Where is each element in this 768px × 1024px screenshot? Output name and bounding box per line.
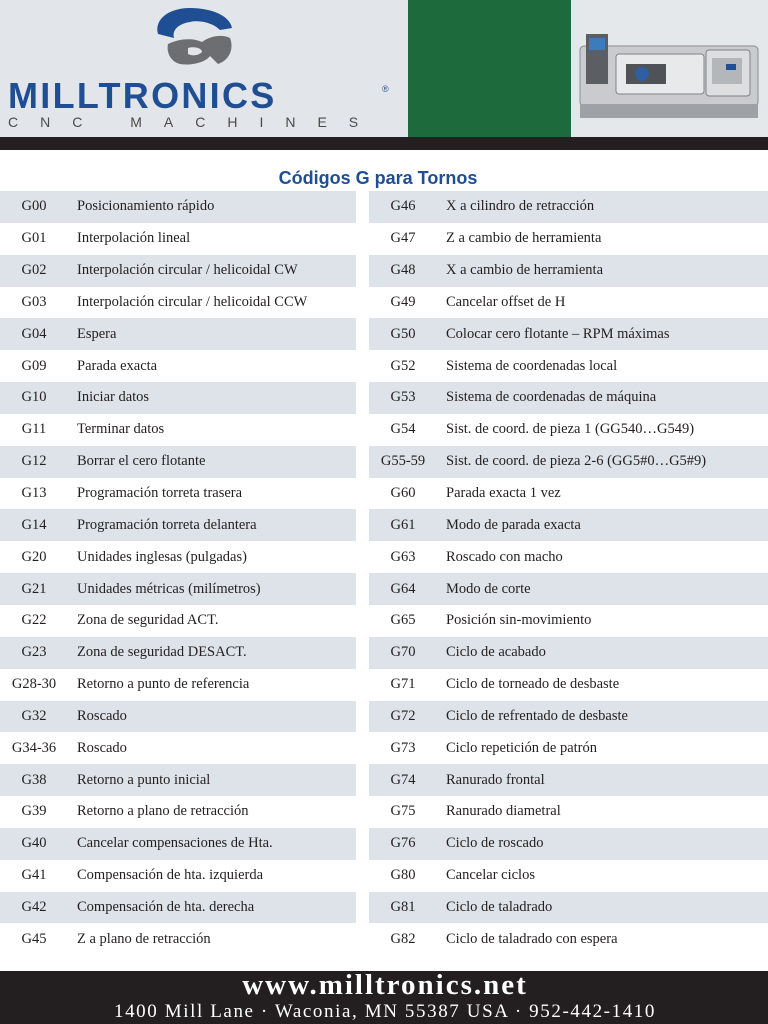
g-code: G14 [21, 516, 47, 533]
g-code: G52 [390, 357, 416, 374]
g-code-description: Roscado con macho [446, 548, 563, 565]
g-code-description: Programación torreta trasera [77, 485, 243, 502]
g-code-description: Ciclo de taladrado [446, 898, 553, 915]
g-code: G61 [390, 516, 416, 533]
g-code: G75 [390, 803, 416, 820]
g-code: G48 [390, 262, 416, 279]
g-code: G23 [21, 644, 47, 661]
g-code-description: Cancelar ciclos [446, 867, 535, 884]
g-code: G65 [390, 612, 416, 629]
g-code-description: Retorno a punto inicial [77, 771, 211, 788]
g-code-description: Sistema de coordenadas de máquina [446, 389, 657, 406]
table-row [369, 764, 768, 796]
table-row [369, 414, 768, 446]
g-code: G80 [390, 867, 416, 884]
table-row [0, 732, 356, 764]
table-row [369, 541, 768, 573]
g-code: G49 [390, 293, 416, 310]
g-code-description: Posición sin-movimiento [446, 612, 592, 629]
g-code-description: Espera [77, 325, 117, 342]
table-row [0, 669, 356, 701]
green-banner-panel [408, 0, 571, 137]
g-code: G04 [21, 325, 47, 342]
g-code: G60 [390, 485, 416, 502]
g-code-description: Compensación de hta. izquierda [77, 867, 264, 884]
table-row [369, 573, 768, 605]
g-codes-table-left [0, 191, 356, 955]
g-code-description: Colocar cero flotante – RPM máximas [446, 325, 670, 342]
g-code: G81 [390, 898, 416, 915]
table-row [369, 382, 768, 414]
table-row [0, 350, 356, 382]
g-code-description: Retorno a punto de referencia [77, 676, 250, 693]
g-code: G40 [21, 835, 47, 852]
table-row [369, 287, 768, 319]
g-code: G28-30 [11, 676, 57, 693]
g-code: G34-36 [11, 739, 57, 756]
table-row [369, 701, 768, 733]
g-code: G42 [21, 898, 47, 915]
table-row [0, 860, 356, 892]
brand-logo-area [0, 0, 408, 137]
g-code-description: Parada exacta [77, 357, 158, 374]
g-code: G72 [390, 707, 416, 724]
table-row [0, 796, 356, 828]
g-code: G11 [21, 421, 47, 438]
g-codes-table-right [369, 191, 768, 955]
g-code-description: Posicionamiento rápido [77, 198, 215, 215]
g-code-description: Z a plano de retracción [77, 930, 211, 947]
g-code: G10 [21, 389, 47, 406]
g-code: G76 [390, 835, 416, 852]
table-row [369, 446, 768, 478]
g-code: G38 [21, 771, 47, 788]
g-code: G64 [390, 580, 416, 597]
g-code-description: Zona de seguridad DESACT. [77, 644, 247, 661]
g-code-description: Zona de seguridad ACT. [77, 612, 219, 629]
g-code: G63 [390, 548, 416, 565]
table-row [369, 796, 768, 828]
g-code-description: Iniciar datos [77, 389, 150, 406]
registered-mark: ® [382, 84, 389, 94]
g-code: G20 [21, 548, 47, 565]
table-row [0, 923, 356, 955]
table-row [0, 573, 356, 605]
g-code: G09 [21, 357, 47, 374]
table-row [369, 669, 768, 701]
g-code-description: Cancelar offset de H [446, 293, 566, 310]
g-code-description: Z a cambio de herramienta [446, 230, 602, 247]
g-code-description: Cancelar compensaciones de Hta. [77, 835, 273, 852]
table-row [0, 605, 356, 637]
g-code-description: Compensación de hta. derecha [77, 898, 255, 915]
g-code-description: Interpolación circular / helicoidal CW [77, 262, 298, 279]
table-row [369, 828, 768, 860]
table-row [0, 382, 356, 414]
brand-name: MILLTRONICS [8, 75, 277, 116]
g-code: G03 [21, 293, 47, 310]
g-code: G46 [390, 198, 416, 215]
table-row [369, 255, 768, 287]
header-divider [0, 137, 768, 150]
g-code-description: Roscado [77, 739, 127, 756]
table-row [369, 637, 768, 669]
g-code-description: Ciclo de roscado [446, 835, 544, 852]
table-row [0, 191, 356, 223]
g-code-description: Modo de parada exacta [446, 516, 581, 533]
table-row [369, 350, 768, 382]
page-title: Códigos G para Tornos [278, 168, 478, 188]
page-footer [0, 971, 768, 1024]
g-code: G13 [21, 485, 47, 502]
g-code: G21 [21, 580, 47, 597]
table-row [369, 923, 768, 955]
website-url: www.milltronics.net [242, 969, 528, 1001]
table-row [0, 446, 356, 478]
table-row [0, 828, 356, 860]
table-row [369, 191, 768, 223]
table-row [369, 860, 768, 892]
table-row [369, 318, 768, 350]
g-code-description: Ranurado frontal [446, 771, 545, 788]
page-header [0, 0, 768, 137]
g-code-description: Programación torreta delantera [77, 516, 257, 533]
g-code: G71 [390, 676, 416, 693]
g-code: G45 [21, 930, 47, 947]
company-address: 1400 Mill Lane · Waconia, MN 55387 USA · 952-442-1410 [113, 1001, 657, 1022]
g-code: G82 [390, 930, 416, 947]
machine-image-area [571, 0, 768, 137]
table-row [0, 318, 356, 350]
g-code-description: Sist. de coord. de pieza 1 (GG540…G549) [446, 421, 695, 438]
g-code-description: Ranurado diametral [446, 803, 561, 820]
g-code-description: Roscado [77, 707, 127, 724]
g-code-description: Unidades métricas (milímetros) [77, 580, 261, 597]
g-code-description: Modo de corte [446, 580, 531, 597]
g-code: G12 [21, 453, 47, 470]
g-code: G00 [21, 198, 47, 215]
table-row [0, 541, 356, 573]
table-row [0, 892, 356, 924]
table-row [0, 764, 356, 796]
table-row [0, 287, 356, 319]
cnc-lathe-machine-image [576, 24, 764, 124]
g-code: G02 [21, 262, 47, 279]
g-code: G73 [390, 739, 416, 756]
table-row [0, 637, 356, 669]
g-code: G01 [21, 230, 47, 247]
g-code-description: X a cambio de herramienta [446, 262, 604, 279]
g-code: G41 [21, 867, 47, 884]
g-code-description: Ciclo repetición de patrón [446, 739, 597, 756]
table-row [0, 701, 356, 733]
table-row [369, 732, 768, 764]
milltronics-logo-icon [150, 4, 242, 68]
g-code: G54 [390, 421, 416, 438]
table-row [0, 414, 356, 446]
g-code: G39 [21, 803, 47, 820]
g-code-description: Sistema de coordenadas local [446, 357, 618, 374]
g-code-description: X a cilindro de retracción [446, 198, 595, 215]
g-code-description: Borrar el cero flotante [77, 453, 206, 470]
g-code-description: Interpolación lineal [77, 230, 191, 247]
brand-tagline: CNC MACHINES [8, 114, 381, 130]
g-code-description: Ciclo de refrentado de desbaste [446, 707, 628, 724]
g-code-description: Terminar datos [77, 421, 165, 438]
g-code: G53 [390, 389, 416, 406]
table-row [0, 255, 356, 287]
g-code: G32 [21, 707, 47, 724]
g-code-description: Ciclo de torneado de desbaste [446, 676, 620, 693]
table-row [0, 509, 356, 541]
table-row [369, 605, 768, 637]
g-code: G50 [390, 325, 416, 342]
g-code-description: Retorno a plano de retracción [77, 803, 249, 820]
g-code-description: Unidades inglesas (pulgadas) [77, 548, 247, 565]
g-code-description: Sist. de coord. de pieza 2-6 (GG5#0…G5#9) [446, 453, 707, 470]
table-row [369, 478, 768, 510]
g-code: G70 [390, 644, 416, 661]
g-code-description: Ciclo de taladrado con espera [446, 930, 618, 947]
g-code: G55-59 [380, 453, 426, 470]
table-row [0, 223, 356, 255]
g-code: G47 [390, 230, 416, 247]
table-row [369, 509, 768, 541]
table-row [0, 478, 356, 510]
g-code-description: Parada exacta 1 vez [446, 485, 561, 502]
g-code-description: Ciclo de acabado [446, 644, 546, 661]
g-code: G74 [390, 771, 416, 788]
g-code-description: Interpolación circular / helicoidal CCW [77, 293, 308, 310]
table-row [369, 223, 768, 255]
table-row [369, 892, 768, 924]
g-code: G22 [21, 612, 47, 629]
